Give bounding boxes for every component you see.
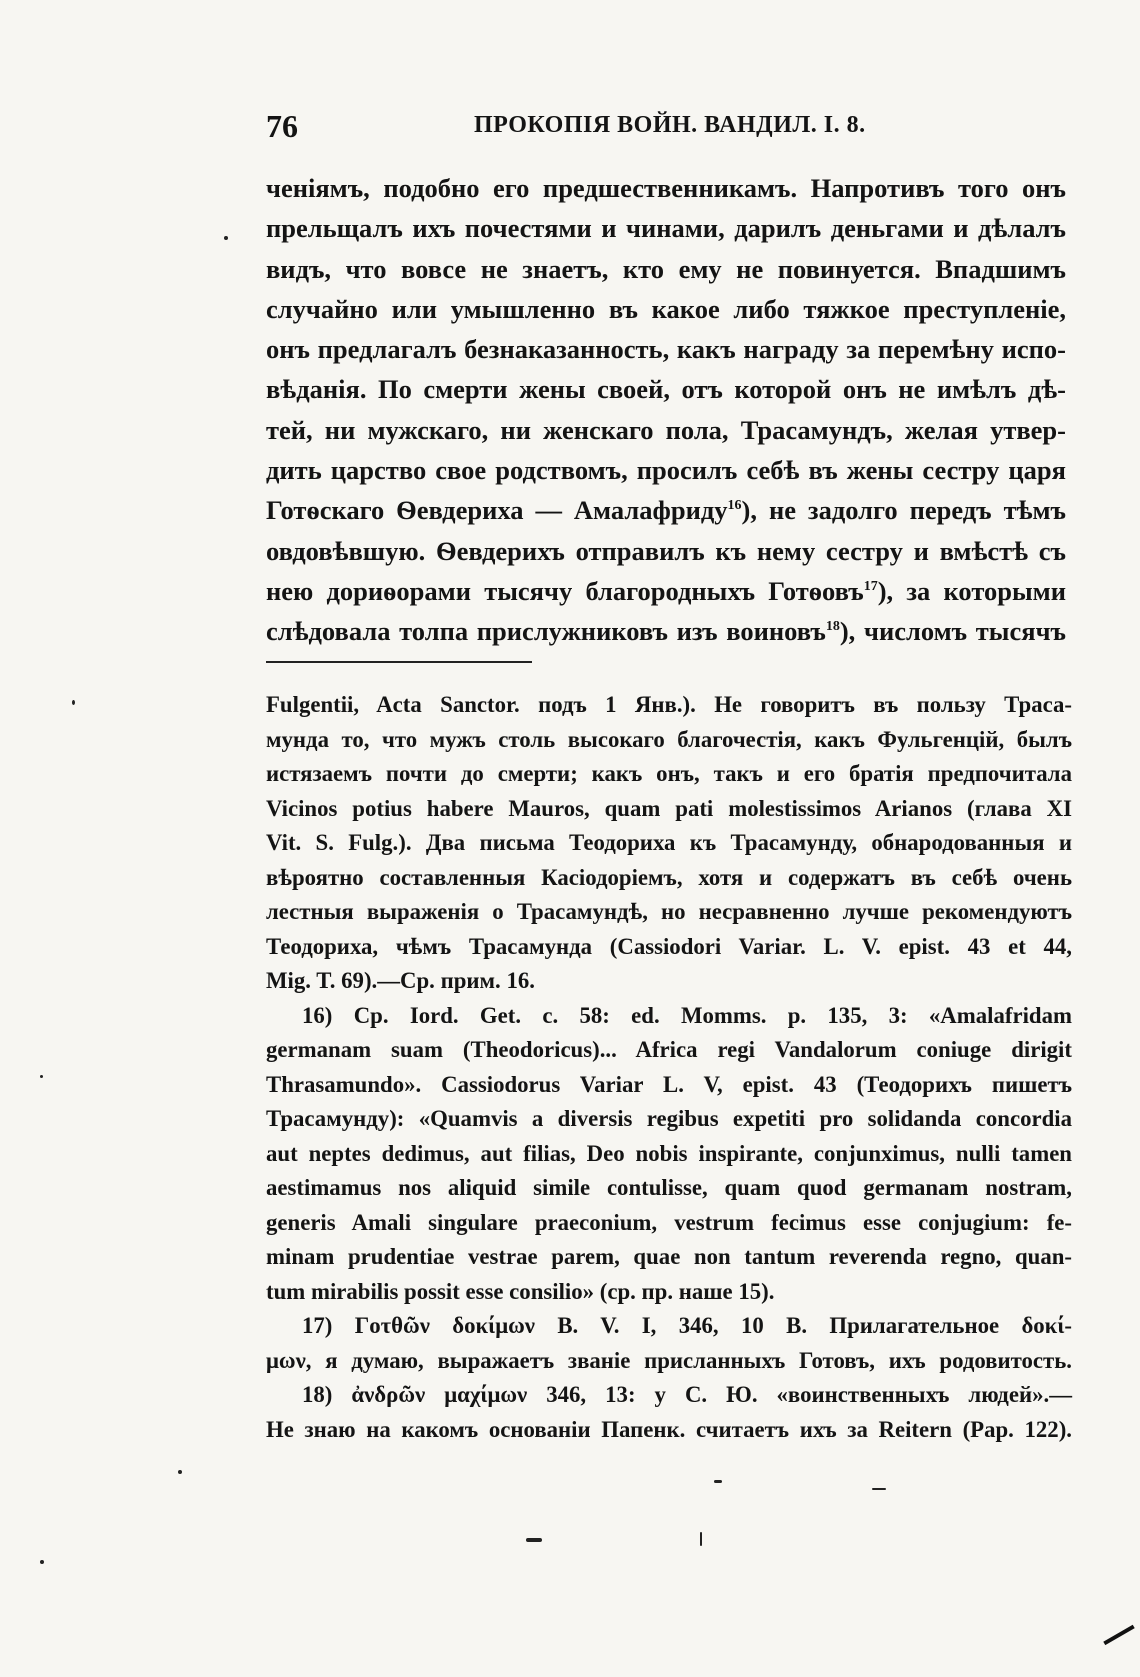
footnote-18-start: 18) ἀνδρῶν μαχίμων 346, 13: у С. Ю. «воинственныхъ людей».— xyxy=(302,1382,1072,1407)
footnote-line: Не знаю на какомъ основаніи Папенк. считаетъ ихъ за Reitern (Pap. 122). xyxy=(266,1416,1072,1442)
main-line: случайно или умышленно въ какое либо тяжкое преступленіе, xyxy=(266,293,1066,324)
footnote-line: Vit. S. Fulg.). Два письма Теодориха къ Трасамунду, обнародованныя и xyxy=(266,830,1072,855)
scan-mark xyxy=(1095,1611,1134,1645)
main-text xyxy=(266,168,1066,652)
footnote-line: лестныя выраженія о Трасамундѣ, но несравненно лучше рекомендуютъ xyxy=(266,899,1072,924)
page-header xyxy=(266,108,866,148)
scan-speck xyxy=(714,1480,722,1483)
footnote-17-start: 17) Γοτθῶν δοκίμων B. V. I, 346, 10 B. Прилагательное δοκί- xyxy=(302,1313,1072,1338)
scan-speck xyxy=(40,1560,44,1564)
footnote-line: Fulgentii, Acta Sanctor. подъ 1 Янв.). Не говоритъ въ пользу Траса- xyxy=(266,692,1072,717)
footnote-line: истязаемъ почти до смерти; какъ онъ, такъ и его братія предпочитала xyxy=(266,761,1072,786)
page-number: 76 xyxy=(266,108,298,144)
footnote-line: generis Amali singulare praeconium, vestrum fecimus esse conjugium: fe- xyxy=(266,1209,1072,1235)
footnote-line: Теодориха, чѣмъ Трасамунда (Cassiodori Variar. L. V. epist. 43 et 44, xyxy=(266,933,1072,959)
main-line xyxy=(266,490,1066,530)
scan-speck xyxy=(700,1532,702,1546)
main-line: вѣданія. По смерти жены своей, отъ которой онъ не имѣлъ дѣ- xyxy=(266,374,1066,405)
footnote-ref-17: 17 xyxy=(863,579,878,595)
running-title: ПРОКОПІЯ ВОЙН. ВАНДИЛ. I. 8. xyxy=(474,112,866,138)
footnote-line: tum mirabilis possit esse consilio» (ср. пр. наше 15). xyxy=(266,1278,775,1304)
footnote-line: μων, я думаю, выражаетъ званіе присланныхъ Готовъ, ихъ родовитость. xyxy=(266,1347,1072,1373)
scan-speck xyxy=(72,700,75,705)
footnote-line: вѣроятно составленныя Касіодоріемъ, хотя и содержатъ въ себѣ очень xyxy=(266,864,1072,890)
footnote-line: Vicinos potius habere Mauros, quam pati molestissimos Arianos (глава XI xyxy=(266,795,1072,821)
main-line xyxy=(266,611,1066,651)
scan-speck xyxy=(872,1488,886,1490)
footnote-ref-18: 18 xyxy=(825,619,840,635)
footnote-line: aut neptes dedimus, aut filias, Deo nobis inspirante, conjunximus, nulli tamen xyxy=(266,1140,1072,1166)
footnote-line: aestimamus nos aliquid simile contulisse, quam quod germanam nostram, xyxy=(266,1175,1072,1200)
scan-speck xyxy=(40,1075,43,1078)
footnotes xyxy=(266,688,1072,1447)
main-line-text: ), числомъ тысячъ xyxy=(839,616,1066,647)
footnote-16-start: 16) Cp. Iord. Get. c. 58: ed. Momms. p. 135, 3: «Amalafridam xyxy=(302,1002,1072,1028)
main-line: ченіямъ, подобно его предшественникамъ. Напротивъ того онъ xyxy=(266,173,1066,203)
main-line: дить царство свое родствомъ, просилъ себѣ въ жены сестру царя xyxy=(266,455,1066,486)
scan-speck xyxy=(224,236,228,240)
footnote-line: Thrasamundo». Cassiodorus Variar L. V, epist. 43 (Теодорихъ пишетъ xyxy=(266,1071,1072,1097)
main-line-text: Готѳскаго Ѳевдериха — Амалафриду xyxy=(266,495,728,526)
footnote-line: minam prudentiae vestrae parem, quae non tantum reverenda regno, quan- xyxy=(266,1244,1072,1269)
main-line-text: ), не задолго передъ тѣмъ xyxy=(741,495,1066,526)
footnote-line: Трасамунду): «Quamvis a diversis regibus expetiti pro solidanda concordia xyxy=(266,1106,1072,1131)
main-line-text: слѣдовала толпа прислужниковъ изъ воиновъ xyxy=(266,616,826,647)
scan-speck xyxy=(526,1538,542,1542)
scan-speck xyxy=(178,1470,182,1474)
main-line: прельщалъ ихъ почестями и чинами, дарилъ деньгами и дѣлалъ xyxy=(266,213,1066,244)
main-line: овдовѣвшую. Ѳевдерихъ отправилъ къ нему сестру и вмѣстѣ съ xyxy=(266,535,1066,566)
main-line-text: нею дориѳорами тысячу благородныхъ Готѳовъ xyxy=(266,575,864,606)
footnote-line: Mig. T. 69).—Ср. прим. 16. xyxy=(266,968,535,993)
footnote-separator xyxy=(266,661,532,663)
main-line: видъ, что вовсе не знаетъ, кто ему не повинуется. Впадшимъ xyxy=(266,253,1066,284)
footnote-ref-16: 16 xyxy=(727,498,742,514)
main-line xyxy=(266,571,1066,611)
main-line: тей, ни мужскаго, ни женскаго пола, Трасамундъ, желая утвер- xyxy=(266,414,1066,445)
footnote-line: мунда то, что мужъ столь высокаго благочестія, какъ Фульгенцій, былъ xyxy=(266,726,1072,752)
footnote-line: germanam suam (Theodoricus)... Africa regi Vandalorum coniuge dirigit xyxy=(266,1037,1072,1062)
main-line: онъ предлагалъ безнаказанность, какъ награду за перемѣну испо- xyxy=(266,334,1066,365)
main-line-text: ), за которыми xyxy=(877,575,1066,606)
